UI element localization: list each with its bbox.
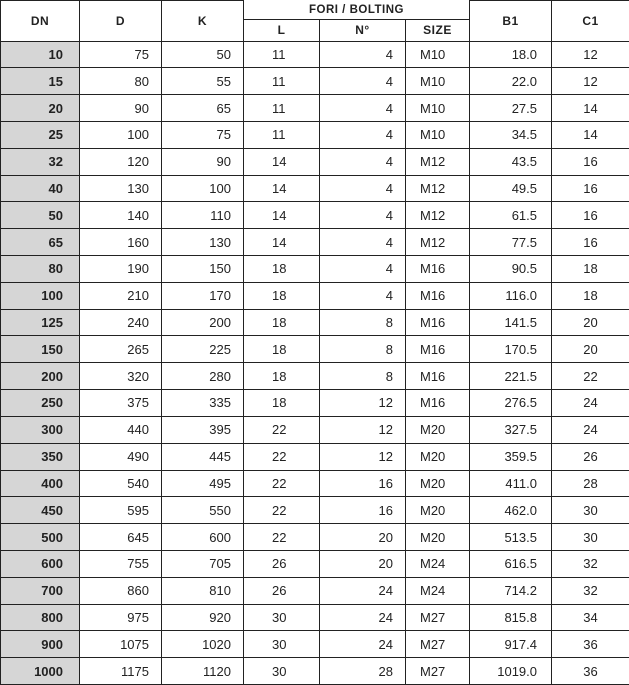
cell-size: M10 xyxy=(406,41,470,68)
table-row xyxy=(1,282,629,309)
cell-d: 140 xyxy=(80,202,162,229)
cell-b1: 327.5 xyxy=(470,416,552,443)
cell-k: 810 xyxy=(162,577,244,604)
cell-size: M24 xyxy=(406,577,470,604)
cell-c1: 16 xyxy=(552,175,629,202)
cell-size: M10 xyxy=(406,68,470,95)
cell-dn: 15 xyxy=(1,68,80,95)
cell-n: 4 xyxy=(320,95,406,122)
cell-n: 4 xyxy=(320,256,406,283)
cell-c1: 24 xyxy=(552,416,629,443)
cell-n: 4 xyxy=(320,148,406,175)
cell-b1: 276.5 xyxy=(470,390,552,417)
cell-size: M20 xyxy=(406,524,470,551)
cell-l: 14 xyxy=(244,229,320,256)
table-row xyxy=(1,443,629,470)
cell-k: 1020 xyxy=(162,631,244,658)
cell-k: 65 xyxy=(162,95,244,122)
cell-b1: 27.5 xyxy=(470,95,552,122)
cell-dn: 50 xyxy=(1,202,80,229)
table-row xyxy=(1,95,629,122)
cell-b1: 34.5 xyxy=(470,121,552,148)
cell-dn: 200 xyxy=(1,363,80,390)
cell-n: 24 xyxy=(320,604,406,631)
cell-k: 90 xyxy=(162,148,244,175)
cell-dn: 10 xyxy=(1,41,80,68)
cell-l: 11 xyxy=(244,68,320,95)
cell-dn: 400 xyxy=(1,470,80,497)
cell-b1: 513.5 xyxy=(470,524,552,551)
cell-size: M12 xyxy=(406,148,470,175)
cell-k: 110 xyxy=(162,202,244,229)
cell-l: 11 xyxy=(244,41,320,68)
cell-c1: 34 xyxy=(552,604,629,631)
cell-l: 18 xyxy=(244,256,320,283)
cell-n: 20 xyxy=(320,550,406,577)
cell-k: 920 xyxy=(162,604,244,631)
cell-dn: 900 xyxy=(1,631,80,658)
cell-b1: 221.5 xyxy=(470,363,552,390)
cell-size: M10 xyxy=(406,121,470,148)
cell-d: 975 xyxy=(80,604,162,631)
cell-k: 495 xyxy=(162,470,244,497)
cell-l: 30 xyxy=(244,658,320,685)
cell-dn: 250 xyxy=(1,390,80,417)
cell-size: M16 xyxy=(406,282,470,309)
cell-size: M16 xyxy=(406,309,470,336)
cell-b1: 616.5 xyxy=(470,550,552,577)
cell-l: 11 xyxy=(244,95,320,122)
cell-b1: 714.2 xyxy=(470,577,552,604)
cell-k: 600 xyxy=(162,524,244,551)
cell-size: M12 xyxy=(406,202,470,229)
table-row xyxy=(1,148,629,175)
header-k: K xyxy=(162,1,244,42)
cell-size: M27 xyxy=(406,658,470,685)
cell-l: 22 xyxy=(244,470,320,497)
table-row xyxy=(1,631,629,658)
cell-dn: 1000 xyxy=(1,658,80,685)
cell-k: 200 xyxy=(162,309,244,336)
cell-d: 80 xyxy=(80,68,162,95)
cell-d: 490 xyxy=(80,443,162,470)
cell-n: 20 xyxy=(320,524,406,551)
cell-size: M27 xyxy=(406,631,470,658)
cell-c1: 14 xyxy=(552,121,629,148)
cell-k: 170 xyxy=(162,282,244,309)
cell-n: 24 xyxy=(320,577,406,604)
cell-l: 14 xyxy=(244,202,320,229)
cell-dn: 32 xyxy=(1,148,80,175)
cell-dn: 450 xyxy=(1,497,80,524)
header-d: D xyxy=(80,1,162,42)
cell-dn: 500 xyxy=(1,524,80,551)
cell-dn: 25 xyxy=(1,121,80,148)
cell-dn: 125 xyxy=(1,309,80,336)
cell-d: 90 xyxy=(80,95,162,122)
cell-l: 22 xyxy=(244,443,320,470)
cell-n: 16 xyxy=(320,497,406,524)
cell-b1: 411.0 xyxy=(470,470,552,497)
cell-k: 550 xyxy=(162,497,244,524)
table-row xyxy=(1,336,629,363)
cell-k: 55 xyxy=(162,68,244,95)
table-row xyxy=(1,229,629,256)
cell-d: 240 xyxy=(80,309,162,336)
cell-k: 100 xyxy=(162,175,244,202)
cell-size: M16 xyxy=(406,256,470,283)
table-row xyxy=(1,309,629,336)
cell-k: 335 xyxy=(162,390,244,417)
cell-l: 26 xyxy=(244,577,320,604)
cell-n: 28 xyxy=(320,658,406,685)
cell-dn: 40 xyxy=(1,175,80,202)
cell-n: 4 xyxy=(320,229,406,256)
table-body xyxy=(1,41,629,685)
cell-k: 225 xyxy=(162,336,244,363)
cell-dn: 20 xyxy=(1,95,80,122)
cell-d: 860 xyxy=(80,577,162,604)
cell-n: 12 xyxy=(320,416,406,443)
cell-n: 4 xyxy=(320,202,406,229)
cell-d: 100 xyxy=(80,121,162,148)
header-bolting-group: FORI / BOLTING xyxy=(244,1,470,20)
cell-d: 540 xyxy=(80,470,162,497)
cell-k: 150 xyxy=(162,256,244,283)
cell-c1: 30 xyxy=(552,497,629,524)
cell-n: 8 xyxy=(320,336,406,363)
cell-b1: 90.5 xyxy=(470,256,552,283)
cell-d: 440 xyxy=(80,416,162,443)
cell-size: M27 xyxy=(406,604,470,631)
cell-b1: 1019.0 xyxy=(470,658,552,685)
cell-d: 595 xyxy=(80,497,162,524)
cell-c1: 16 xyxy=(552,148,629,175)
cell-k: 445 xyxy=(162,443,244,470)
cell-n: 4 xyxy=(320,282,406,309)
cell-b1: 462.0 xyxy=(470,497,552,524)
cell-b1: 116.0 xyxy=(470,282,552,309)
cell-c1: 20 xyxy=(552,336,629,363)
header-size: SIZE xyxy=(406,19,470,41)
cell-l: 18 xyxy=(244,282,320,309)
cell-l: 18 xyxy=(244,336,320,363)
table-row xyxy=(1,390,629,417)
cell-size: M12 xyxy=(406,229,470,256)
cell-c1: 20 xyxy=(552,309,629,336)
cell-d: 1175 xyxy=(80,658,162,685)
cell-l: 14 xyxy=(244,148,320,175)
cell-d: 75 xyxy=(80,41,162,68)
cell-size: M16 xyxy=(406,336,470,363)
cell-l: 30 xyxy=(244,631,320,658)
cell-c1: 18 xyxy=(552,256,629,283)
cell-n: 4 xyxy=(320,41,406,68)
cell-b1: 359.5 xyxy=(470,443,552,470)
cell-dn: 350 xyxy=(1,443,80,470)
cell-c1: 32 xyxy=(552,577,629,604)
cell-dn: 600 xyxy=(1,550,80,577)
cell-b1: 815.8 xyxy=(470,604,552,631)
cell-c1: 28 xyxy=(552,470,629,497)
cell-d: 645 xyxy=(80,524,162,551)
cell-b1: 22.0 xyxy=(470,68,552,95)
cell-b1: 18.0 xyxy=(470,41,552,68)
table-row xyxy=(1,121,629,148)
cell-k: 130 xyxy=(162,229,244,256)
cell-l: 11 xyxy=(244,121,320,148)
cell-n: 16 xyxy=(320,470,406,497)
cell-b1: 141.5 xyxy=(470,309,552,336)
cell-size: M20 xyxy=(406,416,470,443)
cell-dn: 65 xyxy=(1,229,80,256)
cell-b1: 61.5 xyxy=(470,202,552,229)
cell-k: 280 xyxy=(162,363,244,390)
cell-n: 8 xyxy=(320,363,406,390)
table-row xyxy=(1,175,629,202)
cell-size: M20 xyxy=(406,470,470,497)
cell-b1: 170.5 xyxy=(470,336,552,363)
cell-c1: 14 xyxy=(552,95,629,122)
cell-size: M24 xyxy=(406,550,470,577)
cell-c1: 12 xyxy=(552,41,629,68)
cell-k: 75 xyxy=(162,121,244,148)
table-row xyxy=(1,202,629,229)
table-row xyxy=(1,470,629,497)
cell-d: 1075 xyxy=(80,631,162,658)
table-row xyxy=(1,256,629,283)
cell-c1: 12 xyxy=(552,68,629,95)
cell-n: 24 xyxy=(320,631,406,658)
table-row xyxy=(1,68,629,95)
cell-d: 210 xyxy=(80,282,162,309)
header-dn: DN xyxy=(1,1,80,42)
cell-b1: 43.5 xyxy=(470,148,552,175)
cell-k: 50 xyxy=(162,41,244,68)
cell-dn: 800 xyxy=(1,604,80,631)
cell-l: 18 xyxy=(244,309,320,336)
cell-dn: 300 xyxy=(1,416,80,443)
cell-n: 4 xyxy=(320,68,406,95)
table-row xyxy=(1,363,629,390)
cell-d: 265 xyxy=(80,336,162,363)
cell-d: 190 xyxy=(80,256,162,283)
cell-d: 320 xyxy=(80,363,162,390)
cell-d: 130 xyxy=(80,175,162,202)
table-row xyxy=(1,658,629,685)
table-row xyxy=(1,550,629,577)
table-row xyxy=(1,604,629,631)
cell-l: 22 xyxy=(244,497,320,524)
cell-c1: 36 xyxy=(552,658,629,685)
cell-l: 22 xyxy=(244,524,320,551)
cell-dn: 700 xyxy=(1,577,80,604)
cell-size: M16 xyxy=(406,363,470,390)
cell-c1: 18 xyxy=(552,282,629,309)
cell-n: 12 xyxy=(320,443,406,470)
cell-c1: 22 xyxy=(552,363,629,390)
cell-dn: 100 xyxy=(1,282,80,309)
cell-n: 4 xyxy=(320,175,406,202)
header-n: N° xyxy=(320,19,406,41)
cell-size: M20 xyxy=(406,443,470,470)
cell-l: 30 xyxy=(244,604,320,631)
cell-c1: 32 xyxy=(552,550,629,577)
cell-k: 395 xyxy=(162,416,244,443)
cell-b1: 77.5 xyxy=(470,229,552,256)
cell-c1: 30 xyxy=(552,524,629,551)
cell-l: 14 xyxy=(244,175,320,202)
cell-dn: 80 xyxy=(1,256,80,283)
cell-d: 375 xyxy=(80,390,162,417)
cell-b1: 49.5 xyxy=(470,175,552,202)
cell-d: 120 xyxy=(80,148,162,175)
cell-d: 755 xyxy=(80,550,162,577)
cell-size: M16 xyxy=(406,390,470,417)
header-c1: C1 xyxy=(552,1,629,42)
table-row xyxy=(1,577,629,604)
header-l: L xyxy=(244,19,320,41)
cell-l: 18 xyxy=(244,363,320,390)
table-row xyxy=(1,524,629,551)
table-header xyxy=(1,1,629,42)
cell-c1: 16 xyxy=(552,202,629,229)
cell-d: 160 xyxy=(80,229,162,256)
cell-b1: 917.4 xyxy=(470,631,552,658)
cell-size: M20 xyxy=(406,497,470,524)
cell-c1: 24 xyxy=(552,390,629,417)
cell-n: 8 xyxy=(320,309,406,336)
cell-c1: 36 xyxy=(552,631,629,658)
cell-n: 4 xyxy=(320,121,406,148)
cell-l: 18 xyxy=(244,390,320,417)
cell-c1: 26 xyxy=(552,443,629,470)
table-row xyxy=(1,497,629,524)
cell-k: 1120 xyxy=(162,658,244,685)
cell-n: 12 xyxy=(320,390,406,417)
cell-size: M12 xyxy=(406,175,470,202)
header-b1: B1 xyxy=(470,1,552,42)
table-row xyxy=(1,41,629,68)
cell-dn: 150 xyxy=(1,336,80,363)
cell-l: 26 xyxy=(244,550,320,577)
cell-l: 22 xyxy=(244,416,320,443)
cell-k: 705 xyxy=(162,550,244,577)
table-row xyxy=(1,416,629,443)
cell-c1: 16 xyxy=(552,229,629,256)
cell-size: M10 xyxy=(406,95,470,122)
